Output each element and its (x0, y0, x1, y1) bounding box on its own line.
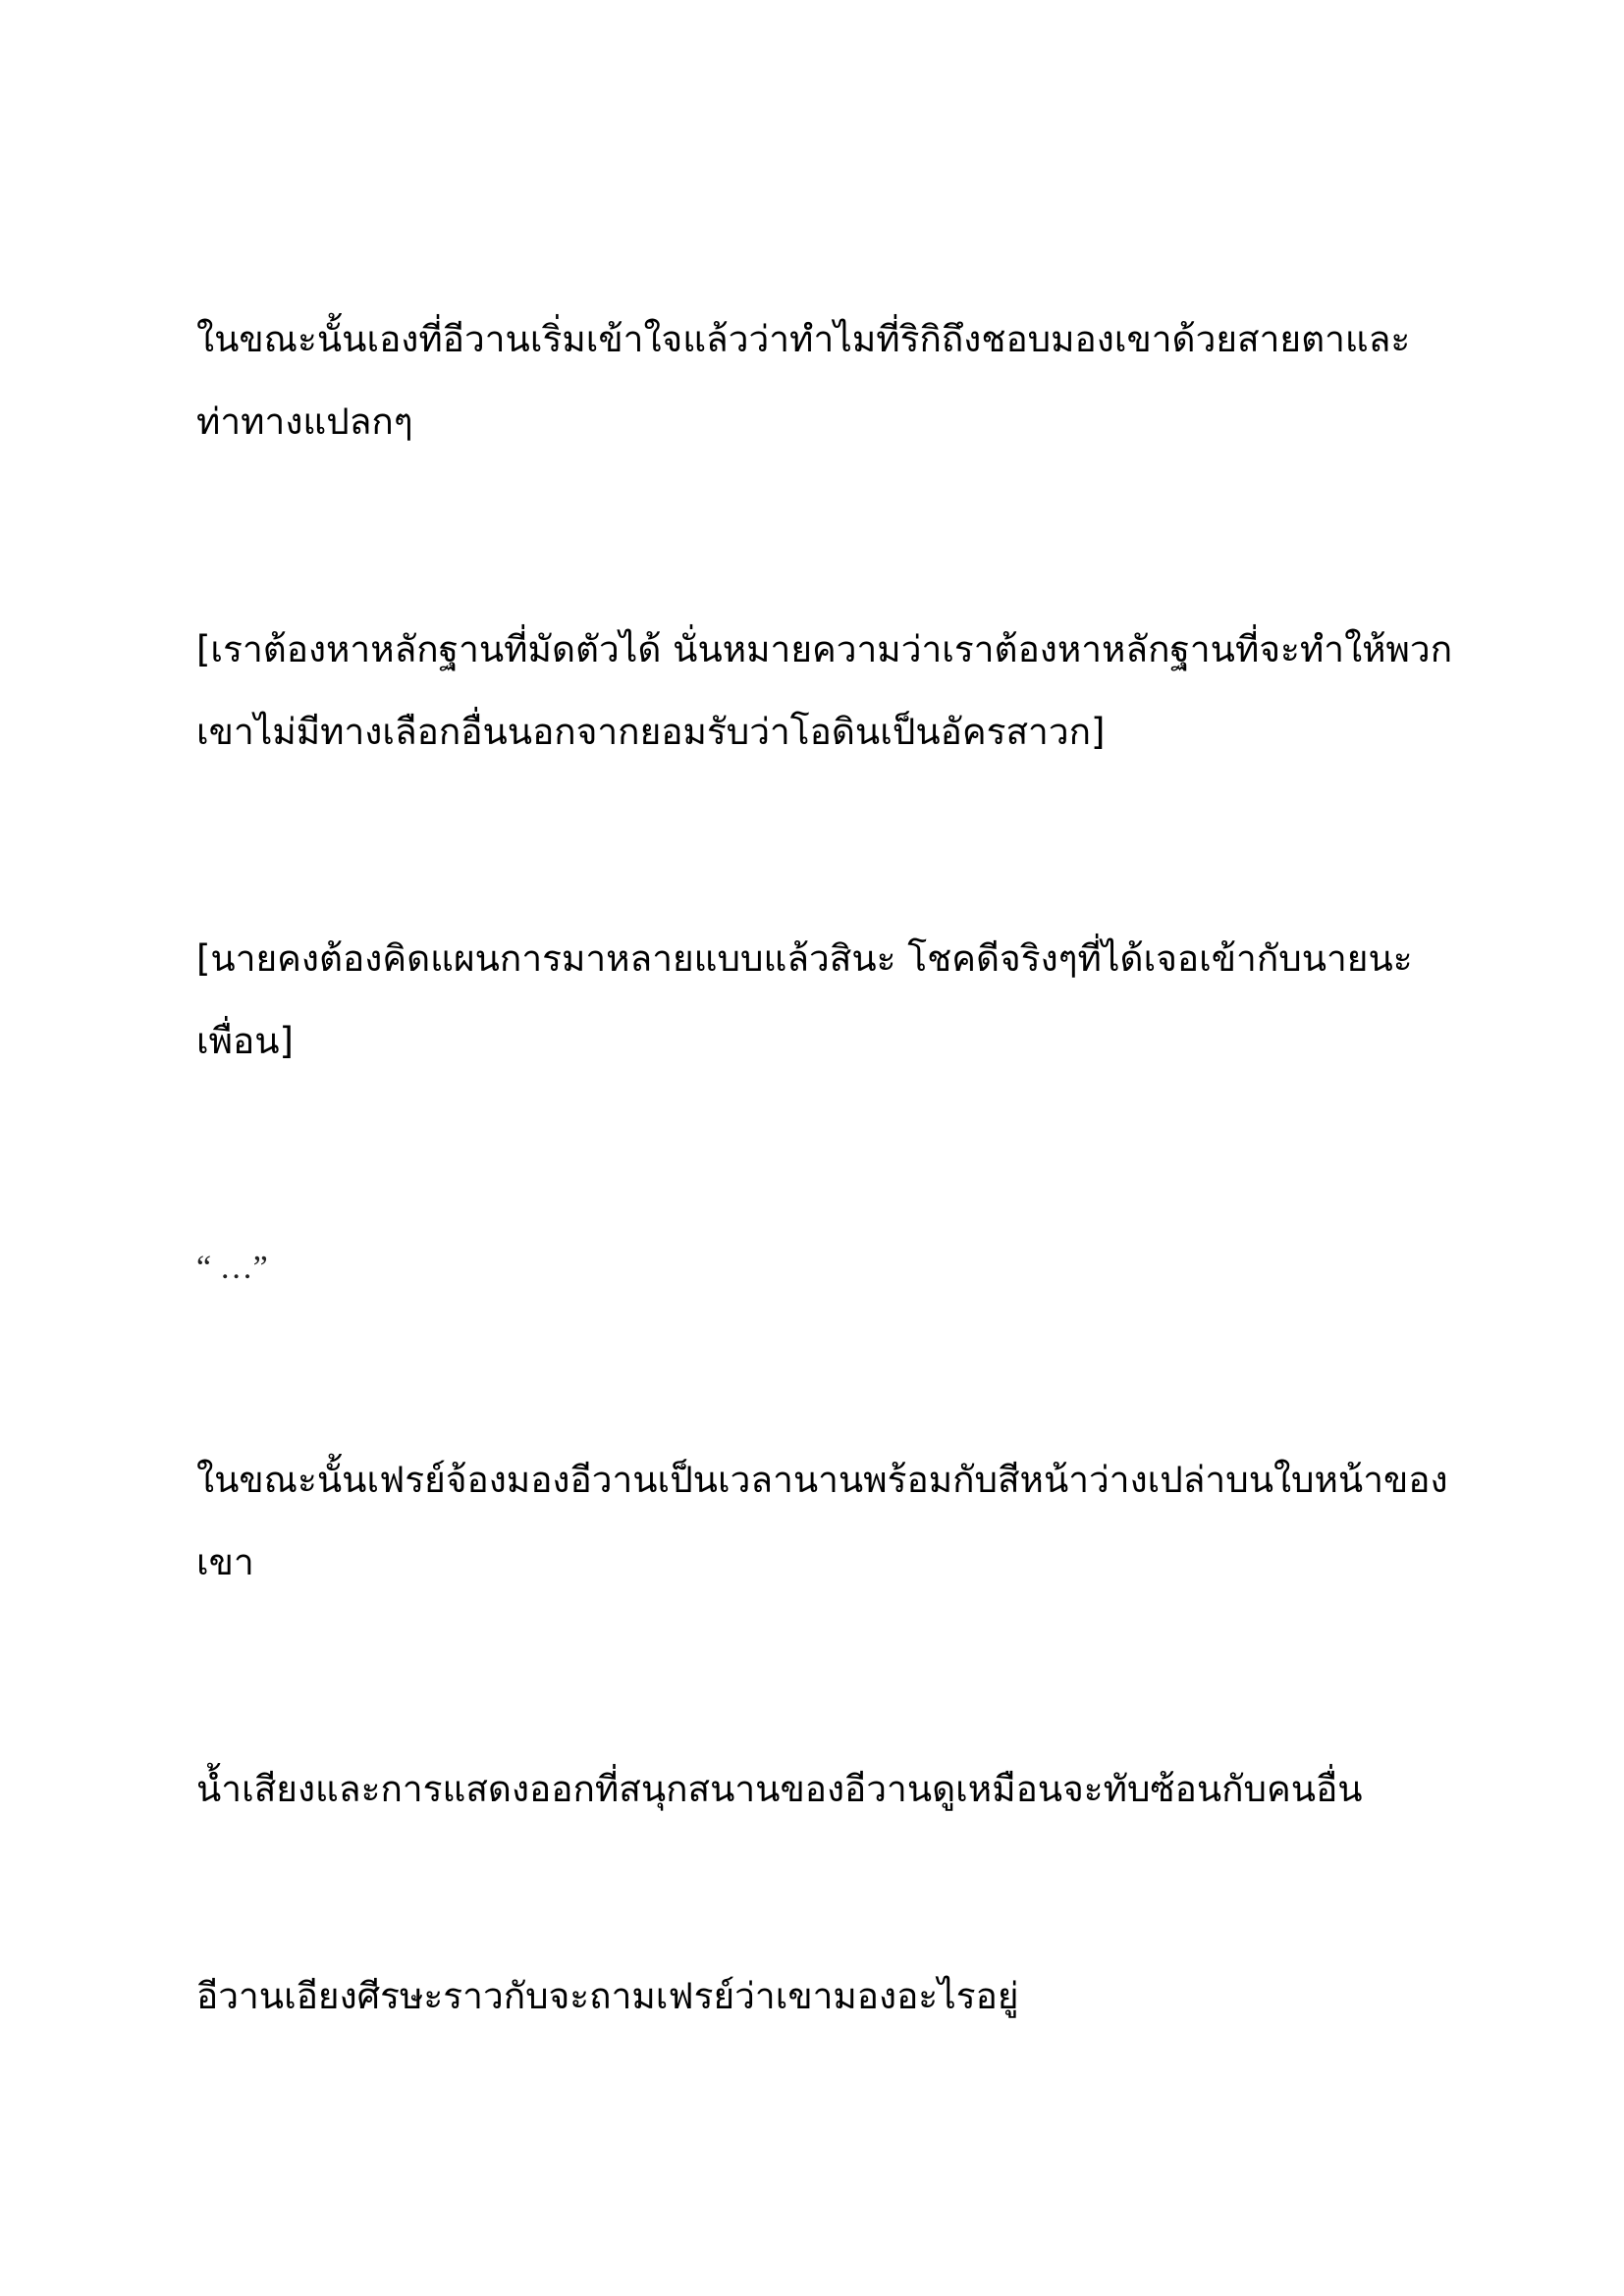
paragraph-frey-stares (196, 1439, 1448, 1604)
text-line: “ …” (196, 1250, 268, 1286)
text-line: เขาไม่มีทางเลือกอื่นนอกจากยอมรับว่าโอดินเป็นอัครสาวก] (196, 711, 1106, 753)
text-line: ในขณะนั้นเฟรย์จ้องมองอีวานเป็นเวลานานพร้อมกับสีหน้าว่างเปล่าบนใบหน้าของ (196, 1459, 1448, 1501)
text-line: [นายคงต้องคิดแผนการมาหลายแบบแล้วสินะ โชคดีจริงๆที่ได้เจอเข้ากับนายนะ (196, 937, 1413, 980)
paragraph-voice-overlaps (196, 1748, 1424, 1831)
text-line: ท่าทางแปลกๆ (196, 400, 413, 443)
paragraph-ivan-tilts-head (196, 1955, 1424, 2038)
paragraph-ellipsis-dialogue (196, 1227, 1424, 1309)
text-line: ในขณะนั้นเองที่อีวานเริ่มเข้าใจแล้วว่าทำไมที่ริกิถึงชอบมองเขาด้วยสายตาและ (196, 318, 1411, 360)
paragraph-ivan-realizes (196, 298, 1424, 463)
text-line: [เราต้องหาหลักฐานที่มัดตัวได้ นั่นหมายความว่าเราต้องหาหลักฐานที่จะทำให้พวก (196, 628, 1453, 670)
text-line: เขา (196, 1541, 254, 1583)
text-line: เพื่อน] (196, 1020, 294, 1062)
text-line: น้ำเสียงและการแสดงออกที่สนุกสนานของอีวานดูเหมือนจะทับซ้อนกับคนอื่น (196, 1768, 1363, 1810)
text-line: อีวานเอียงศีรษะราวกับจะถามเฟรย์ว่าเขามองอะไรอยู่ (196, 1975, 1019, 2017)
paragraph-evidence-thought (196, 609, 1453, 774)
paragraph-plans-thought (196, 918, 1424, 1083)
